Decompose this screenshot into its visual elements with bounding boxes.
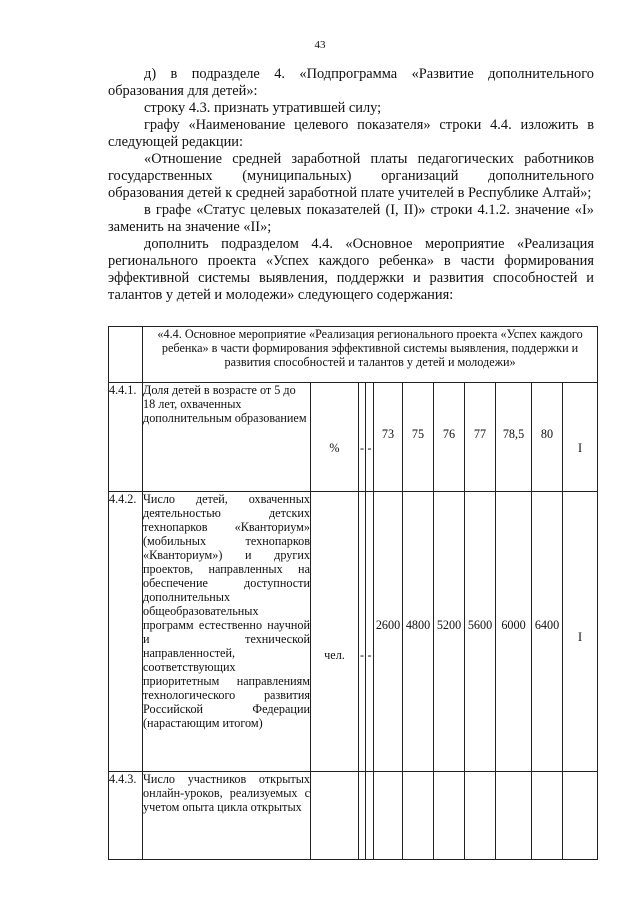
unit-cell [311, 772, 359, 860]
value-cell [465, 772, 496, 860]
row-number: 4.4.3. [109, 772, 143, 860]
paragraph: строку 4.3. признать утратившей силу; [144, 100, 382, 116]
value-cell: 2600 [374, 492, 403, 772]
dash-cell: - [366, 492, 374, 772]
value-cell: 4800 [403, 492, 434, 772]
indicator-name: Доля детей в возрасте от 5 до 18 лет, охваченных дополнительным образованием [143, 383, 311, 492]
dash-cell: - [366, 383, 374, 492]
unit-cell: чел. [311, 492, 359, 772]
value-cell [403, 772, 434, 860]
dash-cell: - [359, 383, 366, 492]
value-cell: 78,5 [496, 383, 532, 492]
section-header-row [109, 327, 598, 383]
value-cell: 5200 [434, 492, 465, 772]
row-number: 4.4.2. [109, 492, 143, 772]
blank-cell [109, 327, 143, 383]
dash-cell [359, 772, 366, 860]
value-cell: 76 [434, 383, 465, 492]
unit-cell: % [311, 383, 359, 492]
paragraph: в графе «Статус целевых показателей (I, II)» строки 4.1.2. значение «I» заменить на значение «II»; [108, 202, 594, 235]
section-header: «4.4. Основное мероприятие «Реализация регионального проекта «Успех каждого ребенка» в части формирования эффективной системы выявления, поддержки и развития способностей и талантов у детей и молодежи» [143, 327, 598, 383]
table-row [109, 492, 598, 772]
status-cell: I [563, 383, 598, 492]
value-cell [434, 772, 465, 860]
value-cell: 5600 [465, 492, 496, 772]
value-cell: 73 [374, 383, 403, 492]
dash-cell: - [359, 492, 366, 772]
value-cell: 80 [532, 383, 563, 492]
value-cell: 77 [465, 383, 496, 492]
table-row [109, 383, 598, 492]
value-cell [374, 772, 403, 860]
indicator-name: Число детей, охваченных деятельностью детских технопарков «Кванториум» (мобильных технопарков «Кванториум») и других проектов, направленных на обеспечение доступности дополнительных общеобразовательных программ естественно научной и технической направленностей, соответствующих приоритетным направлениям технологического развития Российской Федерации (нарастающим итогом) [143, 492, 311, 772]
paragraph: дополнить подразделом 4.4. «Основное мероприятие «Реализация регионального проекта «Успех каждого ребенка» в части формирования эффективной системы выявления, поддержки и развития способностей и талантов у детей и молодежи» следующего содержания: [108, 236, 594, 303]
paragraph: «Отношение средней заработной платы педагогических работников государственных (муниципальных) организаций дополнительного образования детей к средней заработной плате учителей в Республике Алтай»; [108, 151, 594, 201]
value-cell [532, 772, 563, 860]
dash-cell [366, 772, 374, 860]
indicators-table [108, 326, 598, 860]
table-row [109, 772, 598, 860]
status-cell [563, 772, 598, 860]
page-number: 43 [314, 39, 326, 51]
value-cell: 6000 [496, 492, 532, 772]
status-cell: I [563, 492, 598, 772]
document-body [108, 66, 594, 304]
indicator-name: Число участников открытых онлайн-уроков, реализуемых с учетом опыта цикла открытых [143, 772, 311, 860]
value-cell: 75 [403, 383, 434, 492]
row-number: 4.4.1. [109, 383, 143, 492]
value-cell: 6400 [532, 492, 563, 772]
paragraph: д) в подразделе 4. «Подпрограмма «Развитие дополнительного образования для детей»: [108, 66, 594, 99]
value-cell [496, 772, 532, 860]
paragraph: графу «Наименование целевого показателя» строки 4.4. изложить в следующей редакции: [108, 117, 594, 150]
